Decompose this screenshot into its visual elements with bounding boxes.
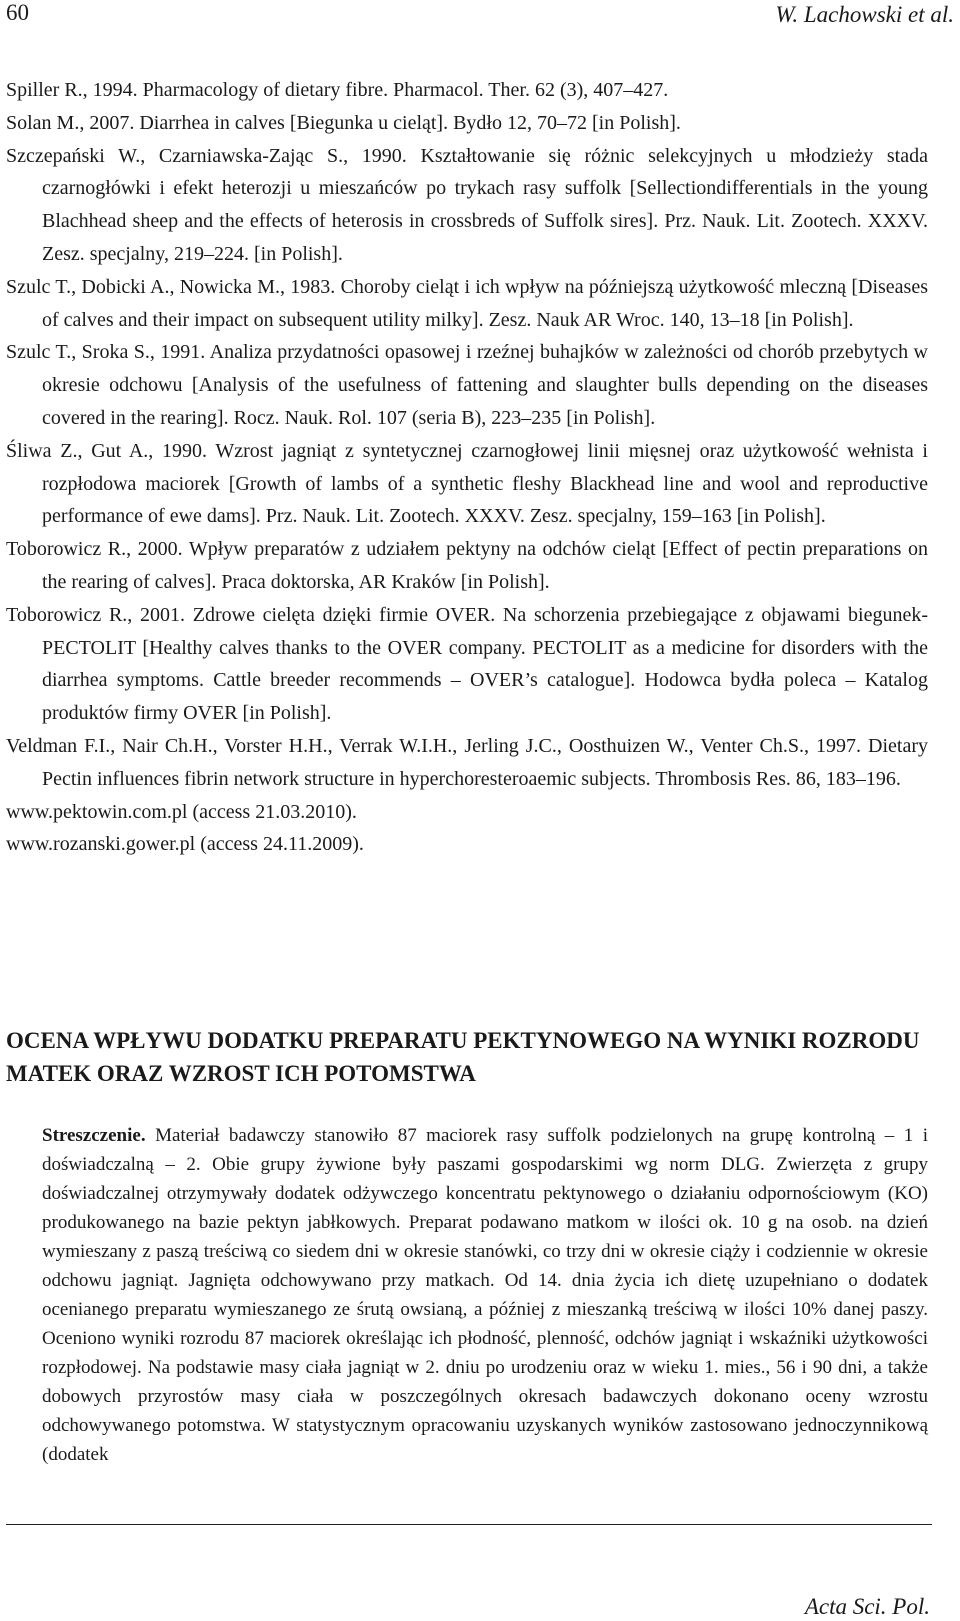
reference-item: Śliwa Z., Gut A., 1990. Wzrost jagniąt z syntetycznej czarnogłowej linii mięsnej oraz użytkowość wełnista i rozpłodowa maciorek [Growth of lambs of a synthetic fleshy Blackhead line and wool and reproductive performance of ewe dams]. Prz. Nauk. Lit. Zootech. XXXV. Zesz. specjalny, 159–163 [in Polish]. (6, 439, 928, 528)
reference-item: Toborowicz R., 2001. Zdrowe cielęta dzięki firmie OVER. Na schorzenia przebiegające z objawami biegunek-PECTOLIT [Healthy calves thanks to the OVER company. PECTOLIT as a medicine for disorders with the diarrhea symptoms. Cattle breeder recommends – OVER’s catalogue]. Hodowca bydła poleca – Katalog produktów firmy OVER [in Polish]. (6, 603, 928, 725)
running-head: W. Lachowski et al. (775, 2, 954, 27)
journal-name: Acta Sci. Pol. (804, 1594, 930, 1619)
reference-list (6, 74, 928, 861)
page-number: 60 (6, 0, 29, 25)
summary-title: OCENA WPŁYWU DODATKU PREPARATU PEKTYNOWEGO NA WYNIKI ROZRODU MATEK ORAZ WZROST ICH POTOMSTWA (6, 1028, 920, 1086)
footer-divider (6, 1524, 932, 1525)
summary-label: Streszczenie. (42, 1125, 146, 1146)
reference-item: Szczepański W., Czarniawska-Zając S., 1990. Kształtowanie się różnic selekcyjnych u młodzieży stada czarnogłówki i efekt heterozji u mieszańców po trykach rasy suffolk [Sellectiondifferentials in the young Blachhead sheep and the effects of heterosis in crossbreds of Suffolk sires]. Prz. Nauk. Lit. Zootech. XXXV. Zesz. specjalny, 219–224. [in Polish]. (6, 144, 928, 265)
reference-item: Solan M., 2007. Diarrhea in calves [Biegunka u cieląt]. Bydło 12, 70–72 [in Polish]. (6, 111, 681, 134)
reference-item: www.pektowin.com.pl (access 21.03.2010). (6, 800, 357, 823)
reference-item: www.rozanski.gower.pl (access 24.11.2009). (6, 833, 364, 856)
reference-item: Toborowicz R., 2000. Wpływ preparatów z udziałem pektyny na odchów cieląt [Effect of pectin preparations on the rearing of calves]. Praca doktorska, AR Kraków [in Polish]. (6, 538, 928, 593)
reference-item: Spiller R., 1994. Pharmacology of dietary fibre. Pharmacol. Ther. 62 (3), 407–427. (6, 79, 669, 101)
reference-item: Veldman F.I., Nair Ch.H., Vorster H.H., Verrak W.I.H., Jerling J.C., Oosthuizen W., Venter Ch.S., 1997. Dietary Pectin influences fibrin network structure in hyperchoresteroaemic subjects. Thrombosis Res. 86, 183–196. (6, 734, 928, 790)
reference-item: Szulc T., Sroka S., 1991. Analiza przydatności opasowej i rzeźnej buhajków w zależności od chorób przebytych w okresie odchowu [Analysis of the usefulness of fattening and slaughter bulls depending on the diseases covered in the rearing]. Rocz. Nauk. Rol. 107 (seria B), 223–235 [in Polish]. (6, 341, 928, 429)
summary-abstract (42, 1121, 928, 1469)
reference-item: Szulc T., Dobicki A., Nowicka M., 1983. Choroby cieląt i ich wpływ na późniejszą użytkowość mleczną [Diseases of calves and their impact on subsequent utility milky]. Zesz. Nauk AR Wroc. 140, 13–18 [in Polish]. (6, 275, 928, 331)
summary-text: Materiał badawczy stanowiło 87 maciorek rasy suffolk podzielonych na grupę kontrolną – 1 i doświadczalną – 2. Obie grupy żywione były paszami gospodarskimi wg norm DLG. Zwierzęta z grupy doświadczalnej otrzymywały dodatek odżywczego koncentratu pektynowego o działaniu odpornościowym (KO) produkowanego na bazie pektyn jabłkowych. Preparat podawano matkom w ilości ok. 10 g na osob. na dzień wymieszany z paszą treściwą co siedem dni w okresie stanówki, co trzy dni w okresie ciąży i codziennie w okresie odchowu jagniąt. Jagnięta odchowywano przy matkach. Od 14. dnia życia ich dietę uzupełniano o dodatek ocenianego preparatu wymieszanego ze śrutą owsianą, a później z mieszanką treściwą w ilości 10% danej paszy. Oceniono wyniki rozrodu 87 maciorek określając ich płodność, plenność, odchów jagniąt i wskaźniki użytkowości rozpłodowej. Na podstawie masy ciała jagniąt w 2. dniu po urodzeniu oraz w wieku 1. mies., 56 i 90 dni, a także dobowych przyrostów masy ciała w poszczególnych okresach badawczych dokonano oceny wzrostu odchowywanego potomstwa. W statystycznym opracowaniu uzyskanych wyników zastosowano jednoczynnikową (dodatek (42, 1125, 928, 1465)
